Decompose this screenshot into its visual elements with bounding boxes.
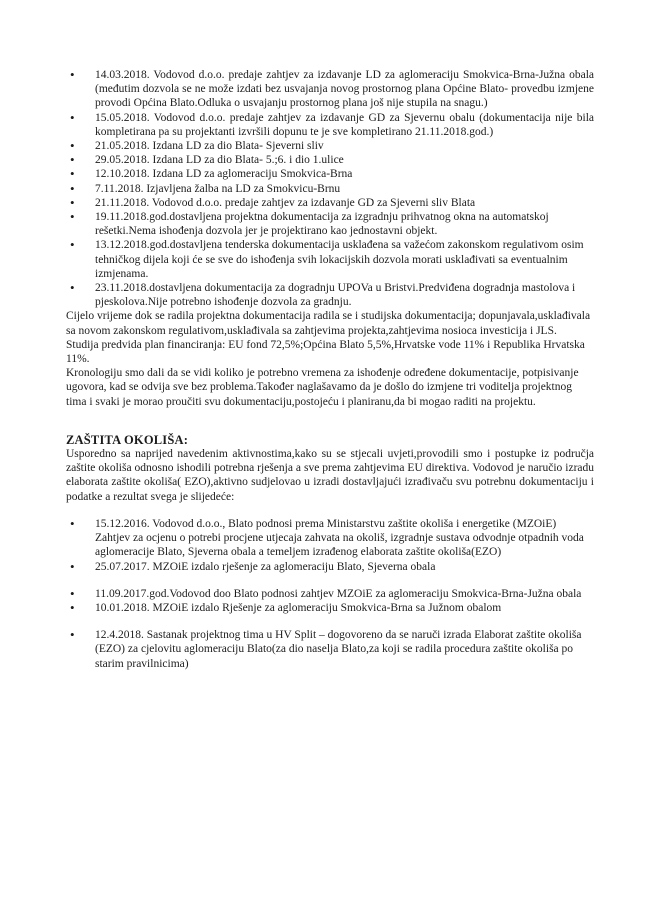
permit-chronology-list	[66, 68, 594, 309]
list-item: • 11.09.2017.god.Vodovod doo Blato podnosi zahtjev MZOiE za aglomeraciju Smokvica-Brna-Južna obala	[66, 587, 594, 601]
list-item: • 14.03.2018. Vodovod d.o.o. predaje zahtjev za izdavanje LD za aglomeraciju Smokvica-Brna-Južna obala (međutim dozvola se ne može izdati bez usvajanja novog prostornog plana Općine Blato- provedbu izmjene provodi Općina Blato.Odluka o usvajanju prostornog plana još nije stupila na snagu.)	[66, 68, 594, 111]
list-item: • 15.05.2018. Vodovod d.o.o. predaje zahtjev za izdavanje GD za Sjevernu obalu (dokumentacija nije bila kompletirana pa su projektanti izvršili dopunu te je sve kompletirano 21.11.2018.god.)	[66, 111, 594, 139]
list-item: • 7.11.2018. Izjavljena žalba na LD za Smokvicu-Brnu	[66, 182, 594, 196]
list-item: • 12.4.2018. Sastanak projektnog tima u HV Split – dogovoreno da se naruči izrada Elaborat zaštite okoliša (EZO) za cjelovitu aglomeraciju Blato(za dio naselja Blato,za koji se radila procedura zaštite okoliša po starim pravilnicima)	[66, 628, 594, 671]
list-item: • 23.11.2018.dostavljena dokumentacija za dogradnju UPOVa u Bristvi.Predviđena dogradnja mastolova i pjeskolova.Nije potrebno ishođenje dozvola za gradnju.	[66, 281, 594, 309]
section-intro-paragraph: Usporedno sa naprijed navedenim aktivnostima,kako su se stjecali uvjeti,provodili smo i postupke iz područja zaštite okoliša odnosno ishodili potrebna rješenja a sve prema zahtjevima EU direktiva. Vodovod je naručio izradu elaborata zaštite okoliša( EZO),aktivno sudjelovao u izradi dostavljajući izrađivaču svu potrebnu dokumentaciju i podatke a rezultat svega je slijedeće:	[66, 448, 594, 503]
list-item: • 21.11.2018. Vodovod d.o.o. predaje zahtjev za izdavanje GD za Sjeverni sliv Blata	[66, 196, 594, 210]
environment-list-blato	[66, 517, 594, 574]
list-item: • 13.12.2018.god.dostavljena tenderska dokumentacija usklađena sa važećom zakonskom regulativom osim tehničkog dijela koji će se sve do ishođenja svih lokacijskih dozvola morati usklađivati sa eventualnim izmjenama.	[66, 238, 594, 281]
section-heading: ZAŠTITA OKOLIŠA:	[66, 432, 189, 447]
financing-paragraph: Studija predvida plan financiranja: EU fond 72,5%;Općina Blato 5,5%,Hrvatske vode 11% i Republika Hrvatska 11%.	[66, 338, 585, 366]
list-item: • 21.05.2018. Izdana LD za dio Blata- Sjeverni sliv	[66, 139, 594, 153]
environment-list-meeting	[66, 628, 594, 671]
list-item: • 29.05.2018. Izdana LD za dio Blata- 5.;6. i dio 1.ulice	[66, 153, 594, 167]
list-item: • 15.12.2016. Vodovod d.o.o., Blato podnosi prema Ministarstvu zaštite okoliša i energetike (MZOiE) Zahtjev za ocjenu o potrebi procjene utjecaja zahvata na okoliš, izgradnje sustava odvodnje otpadnih voda aglomeracije Blato, Sjeverna obala a temeljem izrađenog elaborata zaštite okoliša(EZO)	[66, 517, 594, 560]
chronology-note-paragraph: Kronologiju smo dali da se vidi koliko je potrebno vremena za ishođenje određene dokumentacije, potpisivanje ugovora, kad se odvija sve bez problema.Također naglašavamo da je došlo do izmjene tri voditelja projektnog tima i svaki je morao proučiti svu dokumentaciju,postojeću i planiranu,da bi mogao raditi na projektu.	[66, 367, 579, 408]
list-item: • 19.11.2018.god.dostavljena projektna dokumentacija za izgradnju prihvatnog okna na automatskoj rešetki.Nema ishođenja dozvola jer je projektirano kao jednostavni objekt.	[66, 210, 594, 238]
document-content	[66, 68, 594, 671]
list-item: • 10.01.2018. MZOiE izdalo Rješenje za aglomeraciju Smokvica-Brna sa Južnom obalom	[66, 601, 594, 615]
list-item: • 25.07.2017. MZOiE izdalo rješenje za aglomeraciju Blato, Sjeverna obala	[66, 560, 594, 574]
environment-list-smokvica	[66, 587, 594, 615]
list-item: • 12.10.2018. Izdana LD za aglomeraciju Smokvica-Brna	[66, 167, 594, 181]
study-documentation-paragraph: Cijelo vrijeme dok se radila projektna dokumentacija radila se i studijska dokumentacija; dopunjavala,usklađivala sa novom zakonskom regulativom,usklađivala sa zahtjevima projekta,zahtjevima nosioca investicija i JLS.	[66, 310, 591, 337]
